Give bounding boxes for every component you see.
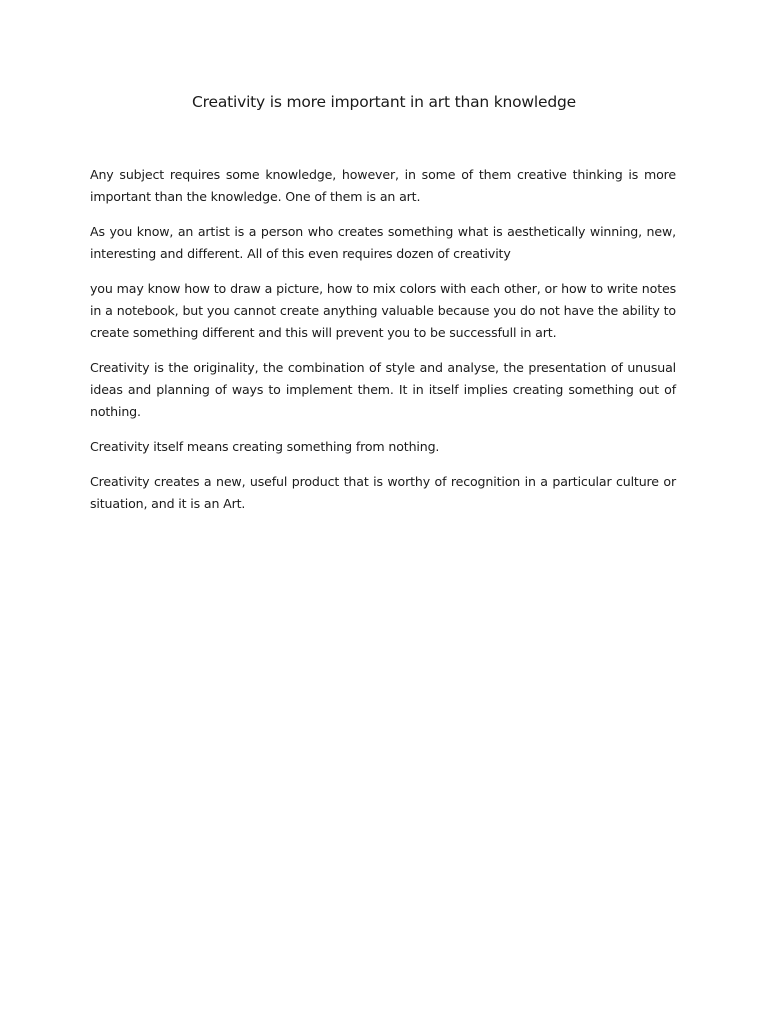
paragraph: As you know, an artist is a person who creates something what is aesthetically winning, new, interesting and different. All of this even requires dozen of creativity bbox=[90, 224, 676, 261]
paragraph: Any subject requires some knowledge, however, in some of them creative thinking is more important than the knowledge. One of them is an art. bbox=[90, 167, 676, 204]
document-title: Creativity is more important in art than knowledge bbox=[192, 93, 576, 111]
paragraph: you may know how to draw a picture, how to mix colors with each other, or how to write notes in a notebook, but you cannot create anything valuable because you do not have the ability to create something different and this will prevent you to be successfull in art. bbox=[90, 281, 676, 340]
document-body bbox=[90, 164, 676, 528]
paragraph: Creativity is the originality, the combination of style and analyse, the presentation of unusual ideas and planning of ways to implement them. It in itself implies creating something out of nothing. bbox=[90, 360, 676, 419]
paragraph: Creativity creates a new, useful product that is worthy of recognition in a particular culture or situation, and it is an Art. bbox=[90, 474, 676, 511]
paragraph: Creativity itself means creating something from nothing. bbox=[90, 439, 440, 454]
